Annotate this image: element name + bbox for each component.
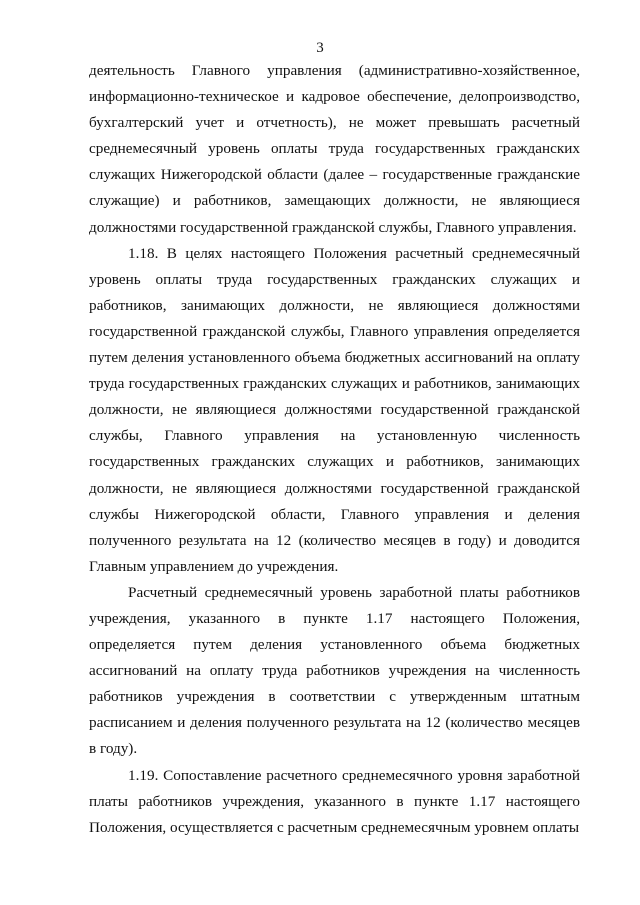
paragraph-clause-1-18-part-2: Расчетный среднемесячный уровень заработной платы работников учреждения, указанного в пункте 1.17 настоящего Положения, определяется путем деления установленного объема бюджетных ассигнований на оплату труда работников учреждения на численность работников учреждения в соответствии с утвержденным штатным расписанием и деления полученного результата на 12 (количество месяцев в году). xyxy=(89,583,580,758)
document-body xyxy=(89,58,580,841)
paragraph-clause-1-18: 1.18. В целях настоящего Положения расчетный среднемесячный уровень оплаты труда государственных гражданских служащих и работников, занимающих должности, не являющиеся должностями государственной гражданской службы, Главного управления определяется путем деления установленного объема бюджетных ассигнований на оплату труда государственных гражданских служащих и работников, занимающих должности, не являющиеся должностями государственной гражданской службы, Главного управления на установленную численность государственных гражданских служащих и работников, занимающих должности, не являющиеся должностями государственной гражданской службы Нижегородской области, Главного управления и деления полученного результата на 12 (количество месяцев в году) и доводится Главным управлением до учреждения. xyxy=(89,244,580,575)
paragraph-clause-1-19: 1.19. Сопоставление расчетного среднемесячного уровня заработной платы работников учреждения, указанного в пункте 1.17 настоящего Положения, осуществляется с расчетным среднемесячным уровнем оплаты xyxy=(89,766,580,836)
paragraph-continuation: деятельность Главного управления (административно-хозяйственное, информационно-техническое и кадровое обеспечение, делопроизводство, бухгалтерский учет и отчетность), не может превышать расчетный среднемесячный уровень оплаты труда государственных гражданских служащих Нижегородской области (далее – государственные гражданские служащие) и работников, замещающих должности, не являющиеся должностями государственной гражданской службы, Главного управления. xyxy=(89,62,580,236)
page-number: 3 xyxy=(316,40,324,56)
